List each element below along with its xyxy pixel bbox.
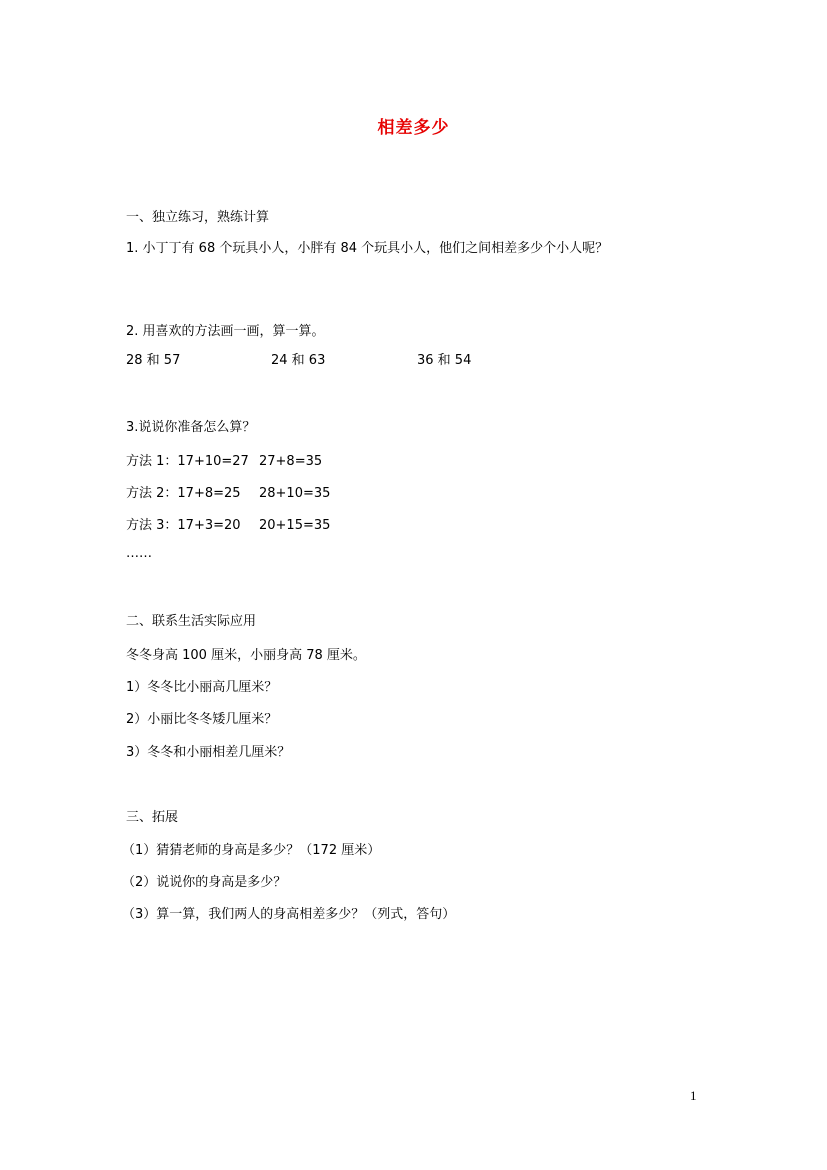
number-pair-2: 24 和 63 bbox=[271, 353, 326, 368]
section-2-question-1: 1）冬冬比小丽高几厘米？ bbox=[126, 680, 278, 695]
section-3-heading: 三、拓展 bbox=[126, 810, 179, 825]
method-2-label: 方法 2：17+8=25 bbox=[126, 486, 241, 501]
method-3-step2: 20+15=35 bbox=[259, 518, 331, 533]
section-2-question-2: 2）小丽比冬冬矮几厘米？ bbox=[126, 712, 278, 727]
method-3-label: 方法 3：17+3=20 bbox=[126, 518, 241, 533]
number-pair-3: 36 和 54 bbox=[417, 353, 472, 368]
method-1-label: 方法 1：17+10=27 bbox=[126, 454, 249, 469]
section-3-question-3: （3）算一算，我们两人的身高相差多少？（列式，答句） bbox=[122, 907, 456, 922]
section-3-question-1: （1）猜猜老师的身高是多少？（172 厘米） bbox=[122, 843, 381, 858]
question-3: 3.说说你准备怎么算？ bbox=[126, 420, 256, 435]
section-1-heading: 一、独立练习，熟练计算 bbox=[126, 210, 270, 225]
method-1-step2: 27+8=35 bbox=[259, 454, 323, 469]
section-2-question-3: 3）冬冬和小丽相差几厘米？ bbox=[126, 745, 291, 760]
question-1: 1. 小丁丁有 68 个玩具小人，小胖有 84 个玩具小人，他们之间相差多少个小人呢？ bbox=[126, 241, 609, 256]
section-2-heading: 二、联系生活实际应用 bbox=[126, 614, 257, 629]
number-pair-1: 28 和 57 bbox=[126, 353, 181, 368]
section-2-intro: 冬冬身高 100 厘米，小丽身高 78 厘米。 bbox=[126, 648, 366, 663]
page-number: 1 bbox=[690, 1088, 697, 1103]
ellipsis: …… bbox=[126, 546, 152, 561]
method-2-step2: 28+10=35 bbox=[259, 486, 331, 501]
document-title: 相差多少 bbox=[377, 118, 450, 138]
section-3-question-2: （2）说说你的身高是多少？ bbox=[122, 875, 287, 890]
question-2: 2. 用喜欢的方法画一画，算一算。 bbox=[126, 324, 325, 339]
